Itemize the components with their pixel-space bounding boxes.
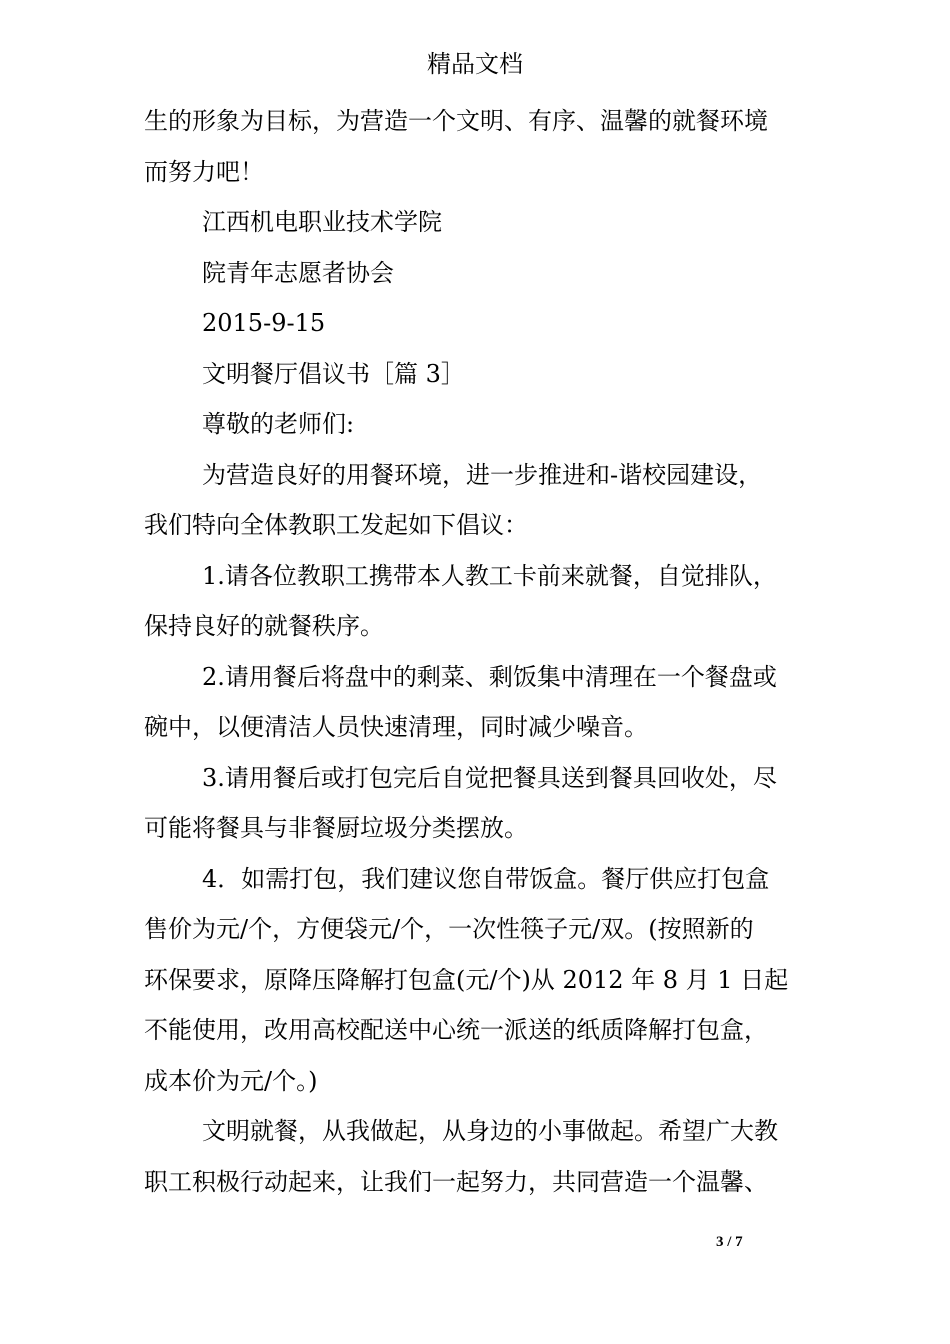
- section-title: 文明餐厅倡议书［篇 3］: [202, 359, 465, 388]
- body-line: 为营造良好的用餐环境，进一步推进和-谐校园建设，: [202, 460, 763, 489]
- body-line: 生的形象为目标，为营造一个文明、有序、温馨的就餐环境: [144, 107, 768, 135]
- body-line: 我们特向全体教职工发起如下倡议：: [144, 511, 528, 539]
- list-item-3-cont: 可能将餐具与非餐厨垃圾分类摆放。: [144, 814, 528, 842]
- signature-date: 2015-9-15: [202, 309, 326, 337]
- salutation: 尊敬的老师们:: [202, 410, 355, 438]
- list-item-4: 4．如需打包，我们建议您自带饭盒。餐厅供应打包盒: [202, 864, 770, 893]
- document-body: [144, 96, 814, 1207]
- page-number: 3 / 7: [716, 1234, 743, 1250]
- signature-org: 江西机电职业技术学院: [202, 208, 442, 236]
- list-item-4-cont: 不能使用，改用高校配送中心统一派送的纸质降解打包盒，: [144, 1016, 768, 1044]
- list-item-3: 3.请用餐后或打包完后自觉把餐具送到餐具回收处，尽: [202, 763, 777, 792]
- list-item-4-cont: 成本价为元/个。): [144, 1066, 318, 1095]
- body-line: 而努力吧！: [144, 157, 264, 186]
- closing-paragraph: 文明就餐，从我做起，从身边的小事做起。希望广大教: [202, 1117, 778, 1145]
- closing-paragraph-cont: 职工积极行动起来，让我们一起努力，共同营造一个温馨、: [144, 1167, 768, 1196]
- page-header: 精品文档: [427, 50, 523, 78]
- signature-association: 院青年志愿者协会: [202, 258, 394, 287]
- list-item-4-cont: 环保要求，原降压降解打包盒(元/个)从 2012 年 8 月 1 日起: [144, 965, 789, 994]
- list-item-1: 1.请各位教职工携带本人教工卡前来就餐，自觉排队，: [202, 561, 777, 590]
- list-item-2: 2.请用餐后将盘中的剩菜、剩饭集中清理在一个餐盘或: [202, 662, 777, 691]
- list-item-2-cont: 碗中，以便清洁人员快速清理，同时减少噪音。: [144, 713, 648, 741]
- list-item-1-cont: 保持良好的就餐秩序。: [144, 612, 384, 640]
- list-item-4-cont: 售价为元/个，方便袋元/个，一次性筷子元/双。(按照新的: [144, 915, 754, 943]
